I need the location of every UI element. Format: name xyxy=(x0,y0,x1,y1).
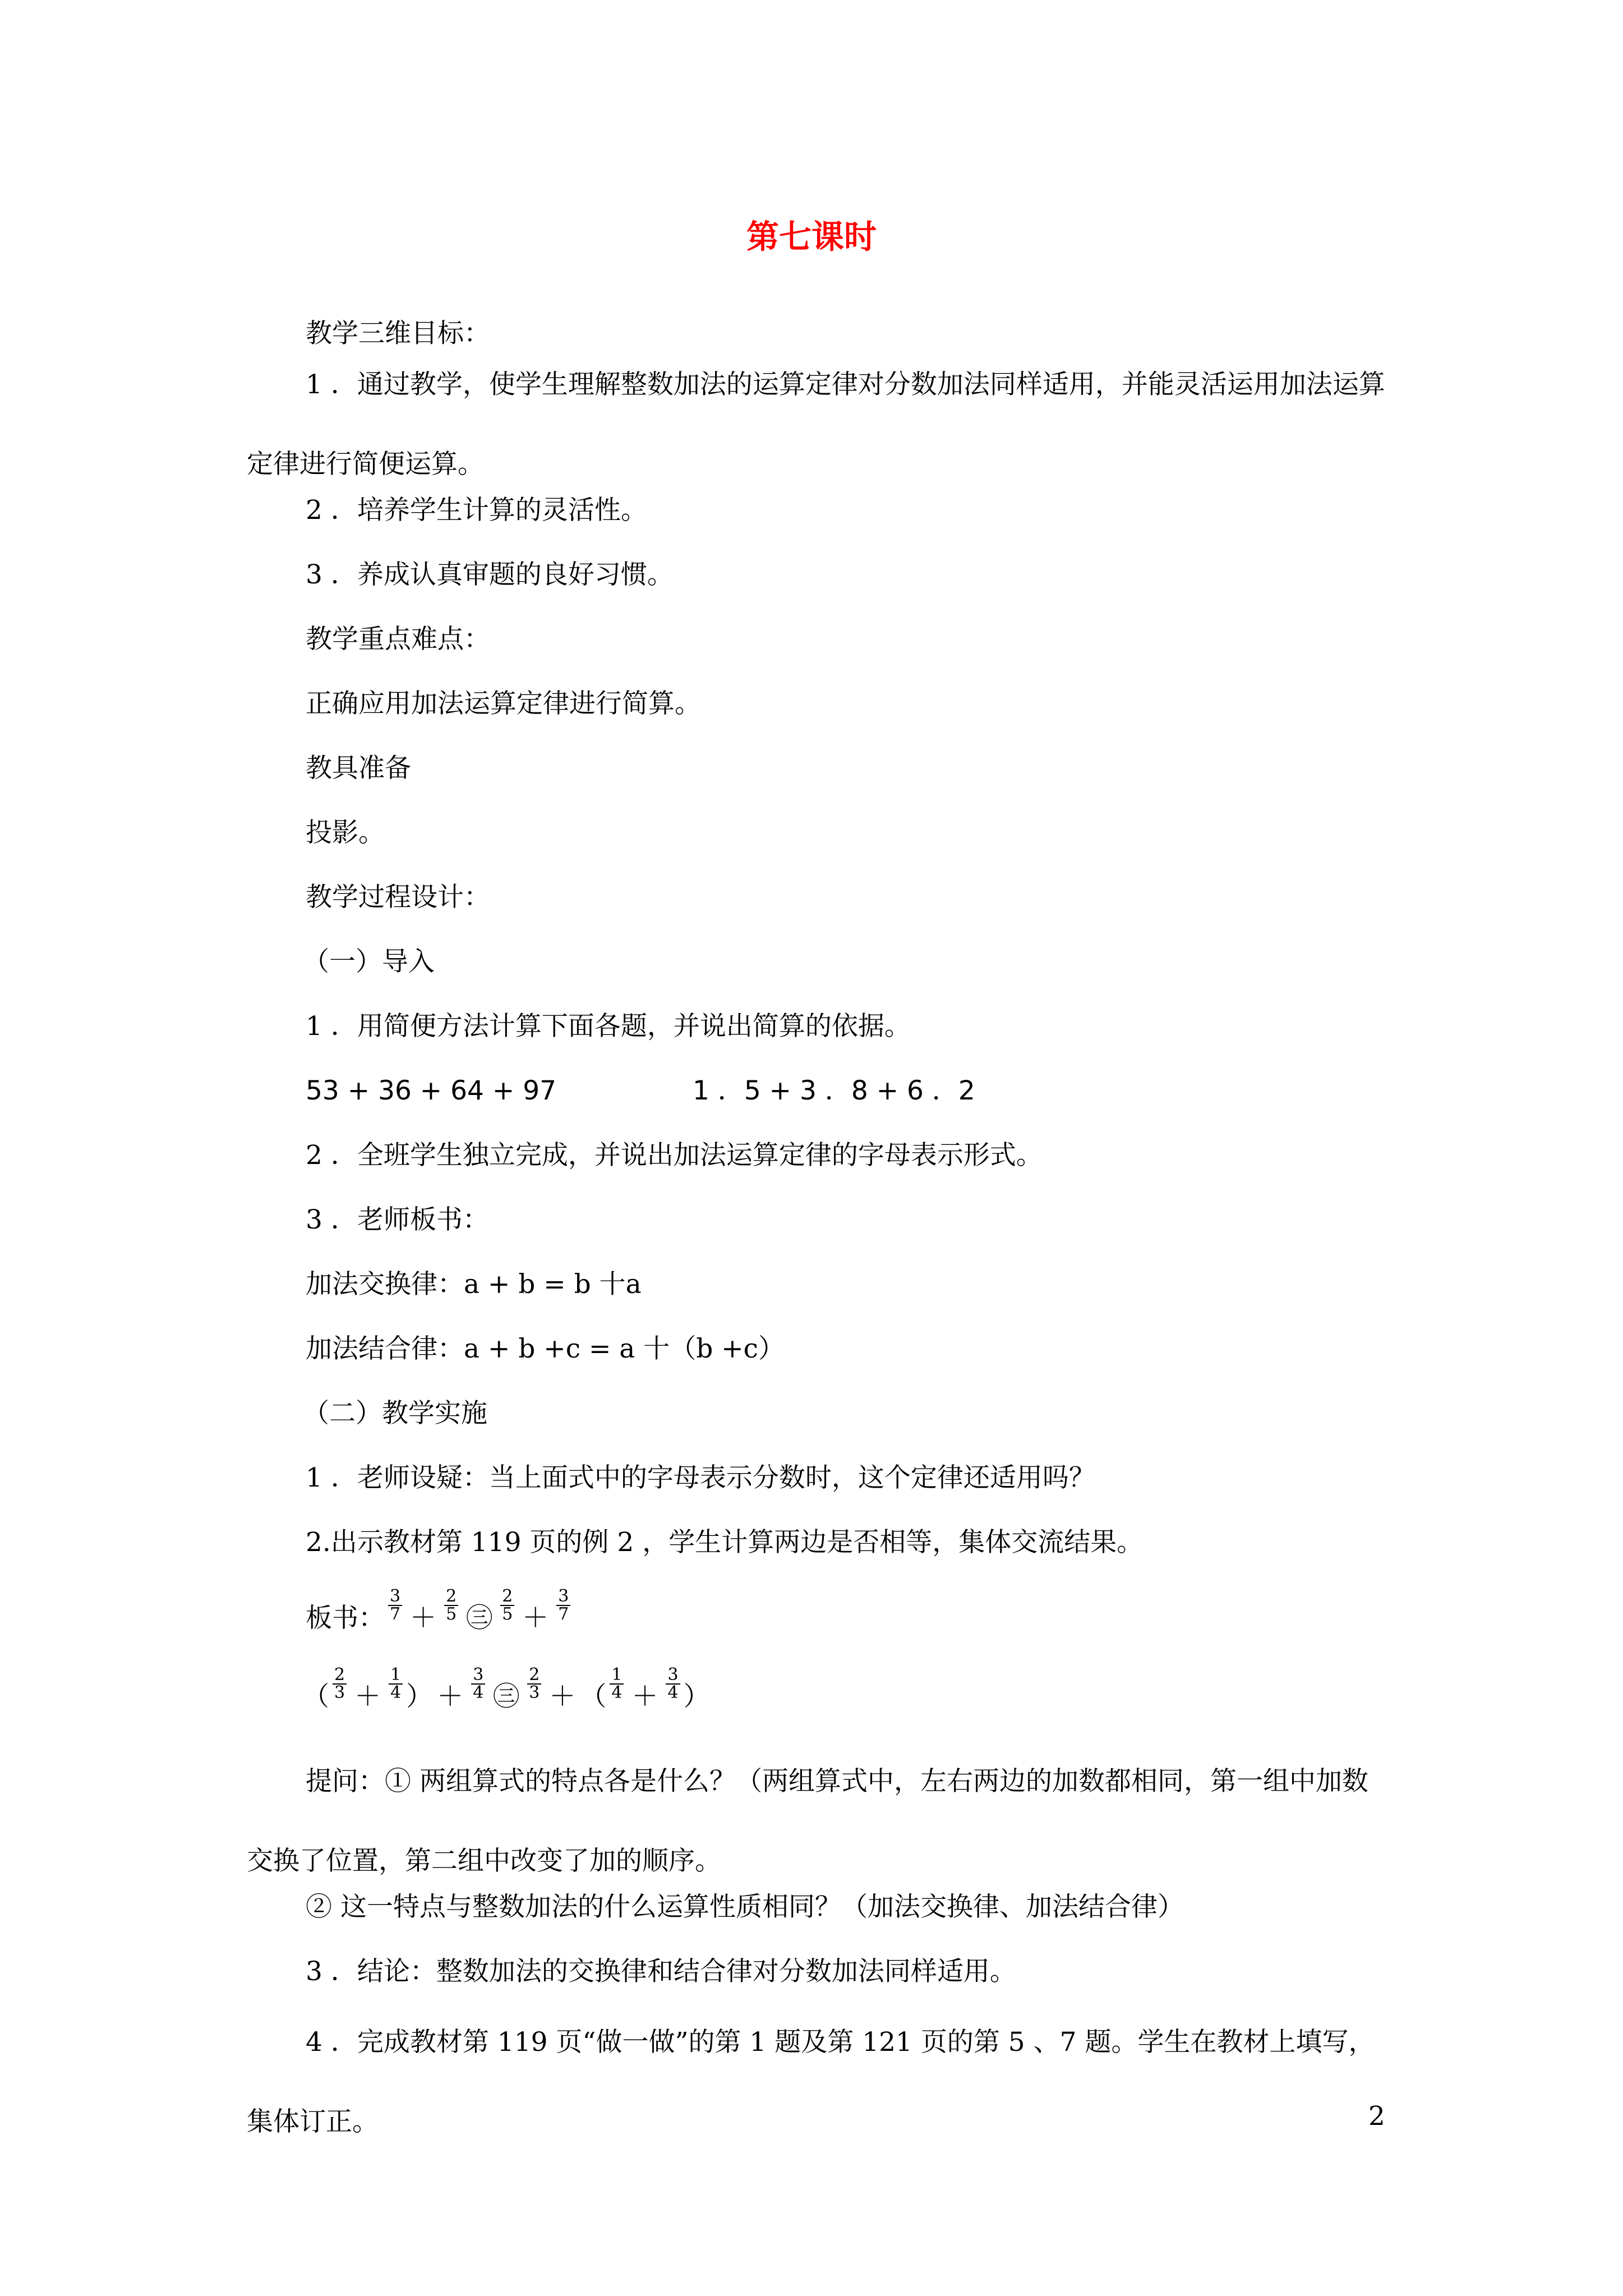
board-equation-1 xyxy=(306,1586,574,1641)
goals-heading: 教学三维目标： xyxy=(306,318,490,349)
part1-item-2: 2 ．全班学生独立完成，并说出加法运算定律的字母表示形式。 xyxy=(306,1140,1043,1171)
process-heading: 教学过程设计： xyxy=(306,882,490,913)
page-title: 第七课时 xyxy=(746,218,877,256)
plus-sign: ＋ xyxy=(437,1681,464,1712)
question-2: ② 这一特点与整数加法的什么运算性质相同？（加法交换律、加法结合律） xyxy=(306,1892,1184,1922)
key-text: 正确应用加法运算定律进行简算。 xyxy=(306,688,701,719)
right-paren: ） xyxy=(406,1681,433,1712)
associative-law: 加法结合律：a + b +c = a 十（b +c） xyxy=(306,1333,785,1364)
fraction: $\frac{3}{7}$ xyxy=(388,1588,402,1623)
fraction: $\frac{1}{4}$ xyxy=(389,1667,403,1701)
fraction: $\frac{2}{5}$ xyxy=(444,1588,458,1623)
board-label: 板书： xyxy=(306,1602,385,1634)
circled-equals: ㊂ xyxy=(493,1681,520,1712)
part1-item-1: 1 ．用简便方法计算下面各题，并说出简算的依据。 xyxy=(306,1011,911,1042)
goal-1: 1 ．通过教学，使学生理解整数加法的运算定律对分数加法同样适用，并能灵活运用加法运算定律进行简便运算。 xyxy=(247,369,1385,480)
fraction: $\frac{2}{3}$ xyxy=(527,1667,541,1701)
fraction: $\frac{1}{4}$ xyxy=(610,1667,624,1701)
part1-expression-b: 1 ．5 + 3 ．8 + 6 ．2 xyxy=(693,1075,975,1106)
part1-item-3: 3 ．老师板书： xyxy=(306,1204,489,1235)
commutative-law: 加法交换律：a + b = b 十a xyxy=(306,1269,642,1300)
tools-heading: 教具准备 xyxy=(306,753,411,784)
fraction: $\frac{3}{4}$ xyxy=(666,1667,680,1701)
plus-sign: ＋ xyxy=(631,1681,658,1712)
fraction: $\frac{3}{4}$ xyxy=(471,1667,485,1701)
page-number: 2 xyxy=(1368,2101,1385,2132)
fraction: $\frac{2}{3}$ xyxy=(333,1667,347,1701)
left-paren: （ xyxy=(303,1681,329,1712)
left-paren: （ xyxy=(580,1681,607,1712)
board-equation-2 xyxy=(303,1665,710,1719)
circled-equals: ㊂ xyxy=(466,1602,493,1634)
part2-item-1: 1 ．老师设疑：当上面式中的字母表示分数时，这个定律还适用吗？ xyxy=(306,1462,1095,1493)
question-1: 提问：① 两组算式的特点各是什么？（两组算式中，左右两边的加数都相同，第一组中加数交换了位置，第二组中改变了加的顺序。 xyxy=(247,1766,1368,1876)
part1-expression-a: 53 + 36 + 64 + 97 xyxy=(306,1075,557,1106)
part2-item-2: 2.出示教材第 119 页的例 2 ，学生计算两边是否相等，集体交流结果。 xyxy=(306,1527,1144,1558)
fraction: $\frac{3}{7}$ xyxy=(556,1588,570,1623)
part2-item-3: 3 ．结论：整数加法的交换律和结合律对分数加法同样适用。 xyxy=(306,1956,1016,1987)
goal-3: 3 ．养成认真审题的良好习惯。 xyxy=(306,559,674,590)
part2-heading: （二）教学实施 xyxy=(303,1398,487,1429)
tools-text: 投影。 xyxy=(306,817,385,848)
plus-sign: ＋ xyxy=(522,1602,549,1634)
plus-sign: ＋ xyxy=(410,1602,437,1634)
goal-2: 2 ．培养学生计算的灵活性。 xyxy=(306,495,647,526)
fraction: $\frac{2}{5}$ xyxy=(500,1588,514,1623)
plus-sign: ＋ xyxy=(549,1681,576,1712)
key-heading: 教学重点难点： xyxy=(306,624,490,655)
plus-sign: ＋ xyxy=(354,1681,381,1712)
part2-item-4: 4 ．完成教材第 119 页“做一做”的第 1 题及第 121 页的第 5 、7 题。学生在教材上填写，集体订正。 xyxy=(247,2027,1375,2137)
part1-heading: （一）导入 xyxy=(303,946,435,977)
right-paren: ） xyxy=(683,1681,710,1712)
